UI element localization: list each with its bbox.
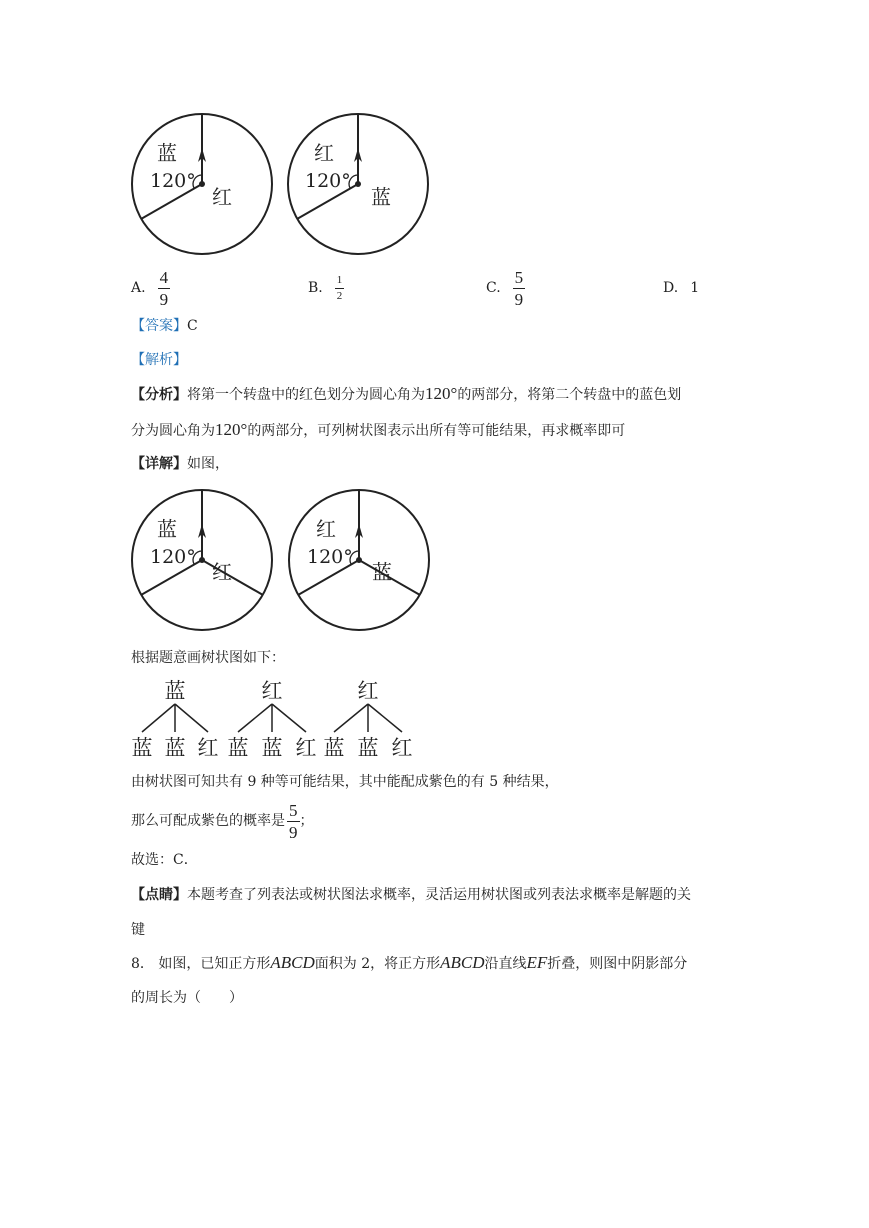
probability-text: 那么可配成紫色的概率是 [131, 813, 285, 829]
option-c [486, 266, 525, 310]
sector-label-side: 蓝 [372, 560, 392, 584]
angle-label: 120° [150, 546, 196, 568]
xiangjie-label: 【详解】 [131, 456, 187, 472]
question-8-line-1 [131, 953, 687, 974]
q8-text: 8． 如图，已知正方形 [131, 956, 271, 972]
answer-value: C [187, 318, 198, 334]
probability-tail: ； [299, 813, 314, 829]
result-line: 由树状图可知共有 9 种等可能结果，其中能配成紫色的有 5 种结果， [131, 774, 559, 790]
tree-leaf: 蓝 [323, 736, 345, 760]
sector-label-side: 红 [212, 560, 232, 584]
option-b-letter: B. [308, 280, 323, 296]
q8-text: 折叠，则图中阴影部分 [547, 956, 688, 972]
fenxi-text: 将第一个转盘中的红色划分为圆心角为 [187, 387, 425, 403]
tree-leaf: 红 [391, 736, 413, 760]
probability-line [131, 798, 314, 844]
option-b-den: 2 [336, 289, 343, 302]
dianjing-line-2: 键 [131, 922, 145, 938]
tree-leaf: 蓝 [131, 736, 153, 760]
probability-fraction [287, 802, 300, 841]
question-8-line-2: 的周长为（ ） [131, 990, 243, 1006]
sector-label-top: 蓝 [157, 141, 177, 165]
option-d [663, 266, 699, 310]
option-a-num: 4 [159, 267, 169, 287]
dianjing-label: 【点睛】 [131, 887, 187, 903]
square-name: ABCD [440, 953, 485, 972]
analysis-heading: 【解析】 [131, 352, 187, 368]
q8-text: 面积为 2，将正方形 [314, 956, 441, 972]
choose-line: 故选：C． [131, 852, 198, 868]
answer-line [131, 316, 198, 336]
angle-math: 120° [425, 384, 458, 403]
tree-intro: 根据题意画树状图如下： [131, 650, 285, 666]
spinner-left-divided [132, 490, 272, 630]
dianjing-line-1 [131, 885, 691, 905]
fenxi-text: 的两部分，可列树状图表示出所有等可能结果，再求概率即可 [247, 423, 626, 439]
spinner-right [288, 114, 428, 254]
dianjing-text: 本题考查了列表法或树状图法求概率，灵活运用树状图或列表法求概率是解题的关 [187, 887, 691, 903]
spinner-figure-2 [125, 484, 437, 636]
spinner-right-divided [289, 490, 429, 630]
spinner-left [132, 114, 272, 254]
option-a-den: 9 [159, 289, 169, 309]
tree-leaf: 蓝 [164, 736, 186, 760]
tree-leaf: 蓝 [261, 736, 283, 760]
square-name: ABCD [270, 953, 315, 972]
option-a [131, 266, 170, 310]
fenxi-text: 的两部分，将第二个转盘中的蓝色划 [457, 387, 682, 403]
fenxi-text: 分为圆心角为 [131, 423, 215, 439]
tree-leaf: 红 [197, 736, 219, 760]
angle-math: 120° [215, 420, 248, 439]
angle-label: 120° [150, 170, 196, 192]
sector-label-top: 红 [316, 517, 336, 541]
angle-label: 120° [307, 546, 353, 568]
tree-leaf: 蓝 [357, 736, 379, 760]
option-a-fraction [158, 269, 171, 308]
angle-label: 120° [305, 170, 351, 192]
tree-leaf: 红 [295, 736, 317, 760]
fenxi-line-2 [131, 420, 625, 441]
option-d-letter: D. [663, 280, 679, 296]
option-c-letter: C. [486, 280, 501, 296]
option-c-den: 9 [514, 289, 524, 309]
option-c-fraction [513, 269, 526, 308]
q8-text: 沿直线 [484, 956, 527, 972]
probability-den: 9 [289, 822, 298, 842]
xiangjie-text: 如图， [187, 456, 229, 472]
fenxi-line-1 [131, 384, 681, 405]
fenxi-label: 【分析】 [131, 387, 187, 403]
sector-label-side: 红 [212, 185, 232, 209]
option-b-num: 1 [335, 275, 345, 289]
sector-label-top: 蓝 [157, 517, 177, 541]
tree-root: 红 [357, 679, 379, 703]
spinner-figure-1 [125, 108, 435, 260]
option-b [308, 266, 344, 310]
sector-label-top: 红 [314, 141, 334, 165]
tree-leaf: 蓝 [227, 736, 249, 760]
xiangjie-line [131, 454, 229, 474]
answer-label: 【答案】 [131, 318, 187, 334]
sector-label-side: 蓝 [371, 185, 391, 209]
tree-root: 蓝 [164, 679, 186, 703]
option-c-num: 5 [514, 267, 524, 287]
option-d-value: 1 [690, 280, 700, 296]
probability-num: 5 [289, 800, 298, 820]
option-b-fraction [335, 275, 345, 302]
tree-diagram [128, 676, 418, 762]
line-name: EF [526, 953, 548, 972]
option-a-letter: A. [131, 280, 146, 296]
tree-root: 红 [261, 679, 283, 703]
